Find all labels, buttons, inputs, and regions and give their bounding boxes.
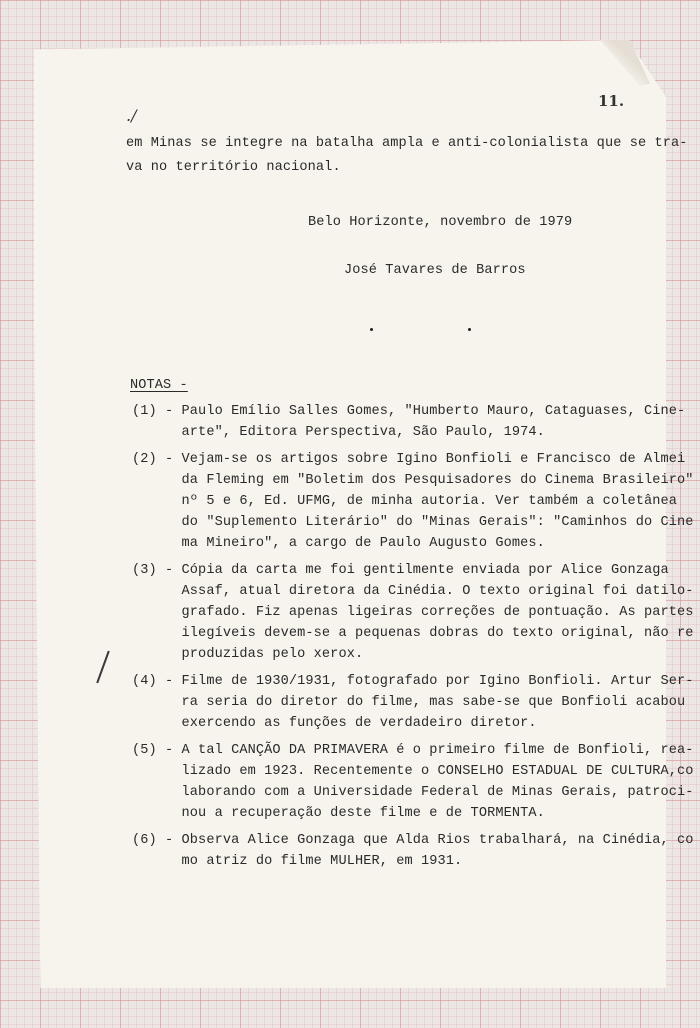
note-line: produzidas pelo xerox.: [132, 647, 364, 662]
note-line: (3) - Cópia da carta me foi gentilmente enviada por Alice Gonzaga: [132, 563, 669, 578]
page-number: 11.: [598, 92, 625, 110]
note-line: nº 5 e 6, Ed. UFMG, de minha autoria. Ver também a coletânea: [132, 494, 677, 509]
note-line: (4) - Filme de 1930/1931, fotografado por Igino Bonfioli. Artur Ser-: [132, 674, 694, 689]
note-line: (2) - Vejam-se os artigos sobre Igino Bonfioli e Francisco de Almei: [132, 452, 686, 467]
body-line-1: em Minas se integre na batalha ampla e anti-colonialista que se tra-: [126, 136, 688, 151]
body-line-2: va no território nacional.: [126, 160, 341, 175]
note-line: ma Mineiro", a cargo de Paulo Augusto Gomes.: [132, 536, 545, 551]
note-line: grafado. Fiz apenas ligeiras correções de pontuação. As partes: [132, 605, 694, 620]
ink-dot: [370, 328, 373, 331]
note-line: arte", Editora Perspectiva, São Paulo, 1974.: [132, 425, 545, 440]
note-line: laborando com a Universidade Federal de Minas Gerais, patroci-: [132, 785, 694, 800]
note-line: do "Suplemento Literário" do "Minas Gerais": "Caminhos do Cine: [132, 515, 694, 530]
note-line: mo atriz do filme MULHER, em 1931.: [132, 854, 463, 869]
note-line: da Fleming em "Boletim dos Pesquisadores do Cinema Brasileiro": [132, 473, 694, 488]
note-line: nou a recuperação deste filme e de TORMENTA.: [132, 806, 545, 821]
place-date: Belo Horizonte, novembro de 1979: [308, 215, 573, 230]
author-name: José Tavares de Barros: [344, 263, 526, 278]
note-line: (6) - Observa Alice Gonzaga que Alda Rios trabalhará, na Cinédia, co: [132, 833, 694, 848]
note-line: ilegíveis devem-se a pequenas dobras do texto original, não re: [132, 626, 694, 641]
note-line: (5) - A tal CANÇÃO DA PRIMAVERA é o primeiro filme de Bonfioli, rea-: [132, 743, 694, 758]
note-line: exercendo as funções de verdadeiro diretor.: [132, 716, 537, 731]
note-line: (1) - Paulo Emílio Salles Gomes, "Humberto Mauro, Cataguases, Cine-: [132, 404, 686, 419]
page-marker: ./: [126, 106, 137, 125]
note-line: lizado em 1923. Recentemente o CONSELHO ESTADUAL DE CULTURA,co: [132, 764, 694, 779]
notes-heading: NOTAS -: [130, 378, 188, 393]
note-line: ra seria do diretor do filme, mas sabe-se que Bonfioli acabou: [132, 695, 686, 710]
ink-dot: [468, 328, 471, 331]
note-line: Assaf, atual diretora da Cinédia. O texto original foi datilo-: [132, 584, 694, 599]
